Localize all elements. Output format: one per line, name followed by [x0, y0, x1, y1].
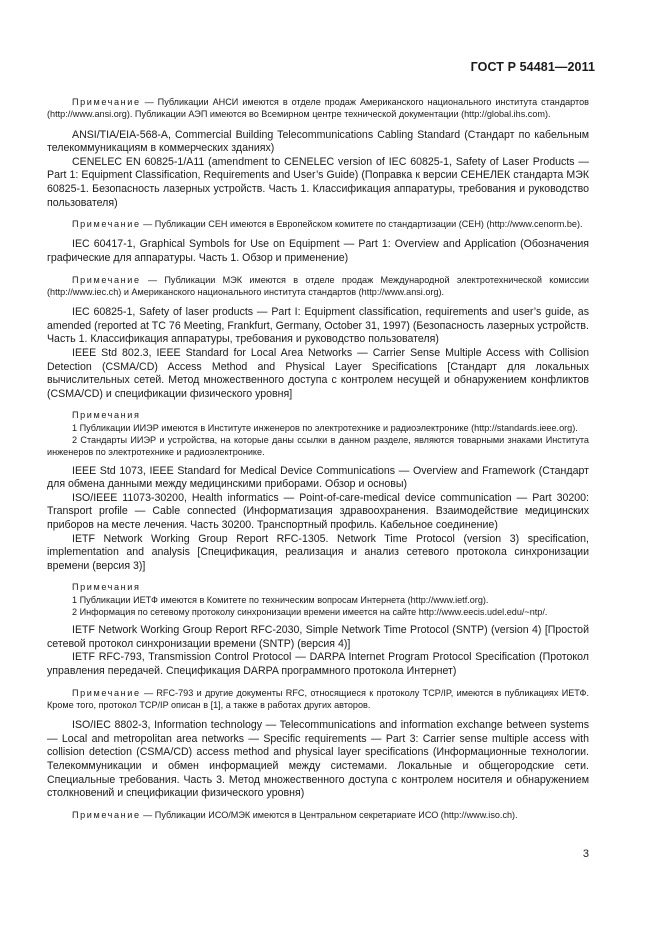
note-label: Примечание	[72, 97, 141, 107]
note-item: 2 Стандарты ИИЭР и устройства, на которые даны ссылки в данном разделе, являются товарными знаками Института инженеров по электротехнике и радиоэлектронике.	[47, 434, 589, 458]
note	[47, 274, 589, 299]
reference-rfc-1305: IETF Network Working Group Report RFC-1305. Network Time Protocol (version 3) specification, implementation and analysis [Спецификация, реализация и анализ сетевого протокола синхронизации времени (версия 3)]	[47, 532, 589, 572]
reference-ieee-1073: IEEE Std 1073, IEEE Standard for Medical Device Communications — Overview and Framework (Стандарт для обмена данными между медицинскими приборами. Обзор и основы)	[47, 464, 589, 491]
note-text: — Публикации МЭК имеются в отделе продаж Международной электротехнической комиссии (http://www.iec.ch) и Американского национального института стандартов (http://www.ansi.org).	[47, 274, 589, 297]
reference-iec-60417: IEC 60417-1, Graphical Symbols for Use on Equipment — Part 1: Overview and Application (Обозначения графические для аппаратуры. Часть 1. Обзор и применение)	[47, 238, 589, 265]
reference-ansi-tia-eia-568a: ANSI/TIA/EIA-568-A, Commercial Building Telecommunications Cabling Standard (Стандарт по кабельным телекоммуникациям в коммерческих зданиях)	[47, 128, 589, 155]
note	[47, 809, 589, 821]
note-text: — Публикации ИСО/МЭК имеются в Центральном секретариате ИСО (http://www.iso.ch).	[140, 809, 518, 820]
notes-label: Примечания	[72, 410, 141, 421]
reference-ieee-802-3: IEEE Std 802.3, IEEE Standard for Local Area Networks — Carrier Sense Multiple Access with Collision Detection (CSMA/CD) Access Method and Physical Layer Specifications [Стандарт для локальных вычислительных сетей. Метод множественного доступа с контролем несущей и обнаружением конфликтов (CSMA/CD) и спецификации физического уровня]	[47, 347, 589, 400]
note-text: — RFC-793 и другие документы RFC, относящиеся к протоколу TCP/IP, имеются в публикациях ИЕТФ. Кроме того, протокол TCP/IP описан в [1], а также в работах других авторов.	[47, 687, 589, 710]
reference-rfc-793: IETF RFC-793, Transmission Control Protocol — DARPA Internet Program Protocol Specification (Протокол управления передачей. Спецификация DARPA программного протокола Интернет)	[47, 651, 589, 677]
page-number: 3	[582, 848, 589, 860]
notes-label: Примечания	[72, 582, 141, 593]
note-item: 1 Публикации ИЕТФ имеются в Комитете по техническим вопросам Интернета (http://www.ietf.org).	[72, 594, 489, 605]
note-label: Примечание	[72, 687, 141, 698]
reference-iso-iec-8802-3: ISO/IEC 8802-3, Information technology — Telecommunications and information exchange between systems — Local and metropolitan area networks — Specific requirements — Part 3: Carrier sense multiple access with collision detection (CSMA/CD) access method and physical layer specifications (Информационные технологии. Телекоммуникации и обмен информацией между системами. Локальные и общегородские сети. Специальные требования. Часть 3. Метод множественного доступа с контролем носителя и обнаружением столкновений и спецификации физического уровня)	[47, 719, 589, 800]
reference-rfc-2030: IETF Network Working Group Report RFC-2030, Simple Network Time Protocol (SNTP) (version 4) [Простой сетевой протокол синхронизации времени (SNTP) (версия 4)]	[47, 624, 589, 650]
note-item: 2 Информация по сетевому протоколу синхронизации времени имеется на сайте http://www.eecis.udel.edu/~ntp/.	[72, 606, 548, 617]
reference-iec-60825: IEC 60825-1, Safety of laser products — Part I: Equipment classification, requirements and user’s guide, as amended (reported at TC 76 Meeting, Frankfurt, Germany, October 31, 1997) (Безопасность лазерных устройств. Часть 1. Классификация аппаратуры, требования и руководство пользователя)	[47, 306, 589, 346]
document-code: ГОСТ Р 54481—2011	[470, 60, 595, 74]
reference-cenelec-en-60825: CENELEC EN 60825-1/A11 (amendment to CENELEC version of IEC 60825-1, Safety of Laser Products — Part 1: Equipment Classification, Requirements and User’s Guide) (Поправка к версии СЕНЕЛЕК стандарта МЭК 60825-1. Безопасность лазерных устройств. Часть 1. Классификация аппаратуры, требования и руководство пользователя)	[47, 155, 589, 209]
note-label: Примечание	[72, 219, 141, 230]
note	[47, 687, 589, 712]
note-text: — Публикации АНСИ имеются в отделе продаж Американского национального института стандартов (http://www.ansi.org). Публикации АЭП имеются во Всемирном центре технической документации (http://global.ihs.com).	[47, 97, 589, 120]
note-label: Примечание	[72, 274, 141, 285]
reference-iso-ieee-11073: ISO/IEEE 11073-30200, Health informatics — Point-of-care-medical device communication — Part 30200: Transport profile — Cable connected (Информатизация здравоохранения. Взаимодействие медицинских приборов на месте лечения. Часть 30200. Транспортный профиль. Кабельное соединение)	[47, 491, 589, 531]
note	[47, 96, 589, 121]
note-text: — Публикации СЕН имеются в Европейском комитете по стандартизации (СЕН) (http://www.cenorm.be).	[140, 219, 583, 230]
note-item: 1 Публикации ИИЭР имеются в Институте инженеров по электротехнике и радиоэлектронике (http://standards.ieee.org).	[72, 422, 578, 433]
note	[47, 218, 589, 230]
note-label: Примечание	[72, 809, 141, 820]
document-body	[47, 88, 589, 823]
